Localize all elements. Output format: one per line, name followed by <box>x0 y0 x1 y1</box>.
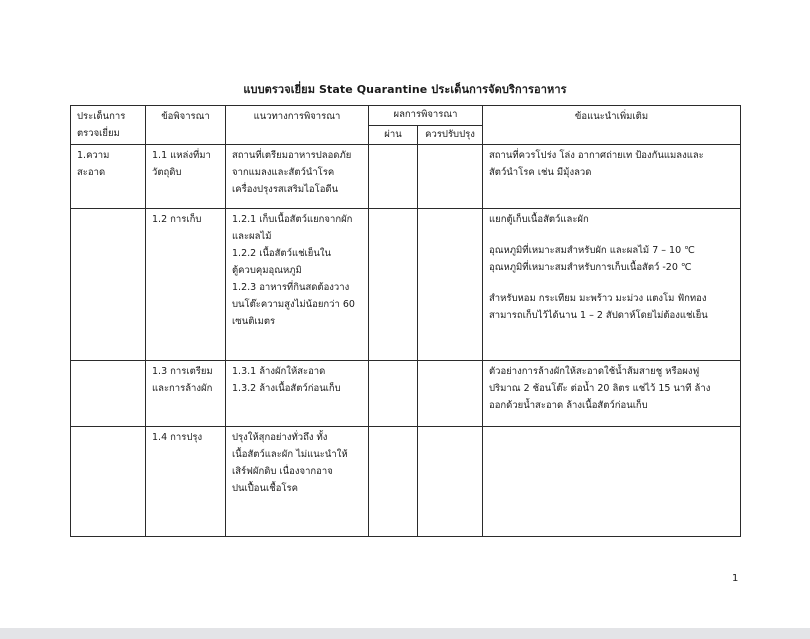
cell-improve <box>418 145 483 209</box>
cell-improve <box>418 427 483 537</box>
table-row <box>71 427 741 537</box>
table-row <box>71 209 741 361</box>
header-suggestion: ข้อแนะนำเพิ่มเติม <box>483 106 741 145</box>
page-number: 1 <box>732 573 739 584</box>
cell-guideline: 1.3.1 ล้างผักให้สะอาด 1.3.2 ล้างเนื้อสัตว์ก่อนเก็บ <box>226 361 369 427</box>
inspection-table <box>70 105 741 537</box>
cell-pass <box>369 427 418 537</box>
header-improve: ควรปรับปรุง <box>418 125 483 145</box>
cell-issue <box>71 361 146 427</box>
viewer-bottom-edge <box>0 628 810 639</box>
cell-consideration: 1.4 การปรุง <box>146 427 226 537</box>
cell-issue <box>71 209 146 361</box>
cell-suggestion: แยกตู้เก็บเนื้อสัตว์และผัก อุณหภูมิที่เหมาะสมสำหรับผัก และผลไม้ 7 – 10 ℃ อุณหภูมิที่เหมาะสมสำหรับการเก็บเนื้อสัตว์ -20 ℃ สำหรับหอม กระเทียม มะพร้าว มะม่วง แตงโม ฟักทอง สามารถเก็บไว้ได้นาน 1 – 2 สัปดาห์โดยไม่ต้องแช่เย็น <box>483 209 741 361</box>
document-title: แบบตรวจเยี่ยม State Quarantine ประเด็นการจัดบริการอาหาร <box>243 83 567 96</box>
cell-issue <box>71 427 146 537</box>
header-issue: ประเด็นการ ตรวจเยี่ยม <box>71 106 146 145</box>
cell-guideline: 1.2.1 เก็บเนื้อสัตว์แยกจากผัก และผลไม้ 1.2.2 เนื้อสัตว์แช่เย็นใน ตู้ควบคุมอุณหภูมิ 1.2.3 อาหารที่กินสดต้องวาง บนโต๊ะความสูงไม่น้อยกว่า 60 เซนติเมตร <box>226 209 369 361</box>
cell-pass <box>369 145 418 209</box>
cell-improve <box>418 209 483 361</box>
cell-issue: 1.ความ สะอาด <box>71 145 146 209</box>
cell-suggestion: สถานที่ควรโปร่ง โล่ง อากาศถ่ายเท ป้องกันแมลงและ สัตว์นำโรค เช่น มีมุ้งลวด <box>483 145 741 209</box>
cell-guideline: สถานที่เตรียมอาหารปลอดภัย จากแมลงและสัตว์นำโรค เครื่องปรุงรสเสริมไอโอดีน <box>226 145 369 209</box>
cell-consideration: 1.3 การเตรียม และการล้างผัก <box>146 361 226 427</box>
header-guideline: แนวทางการพิจารณา <box>226 106 369 145</box>
header-consideration: ข้อพิจารณา <box>146 106 226 145</box>
cell-pass <box>369 209 418 361</box>
cell-suggestion <box>483 427 741 537</box>
cell-improve <box>418 361 483 427</box>
cell-consideration: 1.2 การเก็บ <box>146 209 226 361</box>
cell-guideline: ปรุงให้สุกอย่างทั่วถึง ทั้ง เนื้อสัตว์และผัก ไม่แนะนำให้ เสิร์ฟผักดิบ เนื่องจากอาจ ปนเปื้อนเชื้อโรค <box>226 427 369 537</box>
header-result: ผลการพิจารณา <box>369 106 483 126</box>
table-row <box>71 145 741 209</box>
table-row <box>71 361 741 427</box>
cell-consideration: 1.1 แหล่งที่มา วัตถุดิบ <box>146 145 226 209</box>
header-pass: ผ่าน <box>369 125 418 145</box>
cell-pass <box>369 361 418 427</box>
cell-suggestion: ตัวอย่างการล้างผักให้สะอาดใช้น้ำส้มสายชู หรือผงฟู ปริมาณ 2 ช้อนโต๊ะ ต่อน้ำ 20 ลิตร แช่ไว้ 15 นาที ล้าง ออกด้วยน้ำสะอาด ล้างเนื้อสัตว์ก่อนเก็บ <box>483 361 741 427</box>
